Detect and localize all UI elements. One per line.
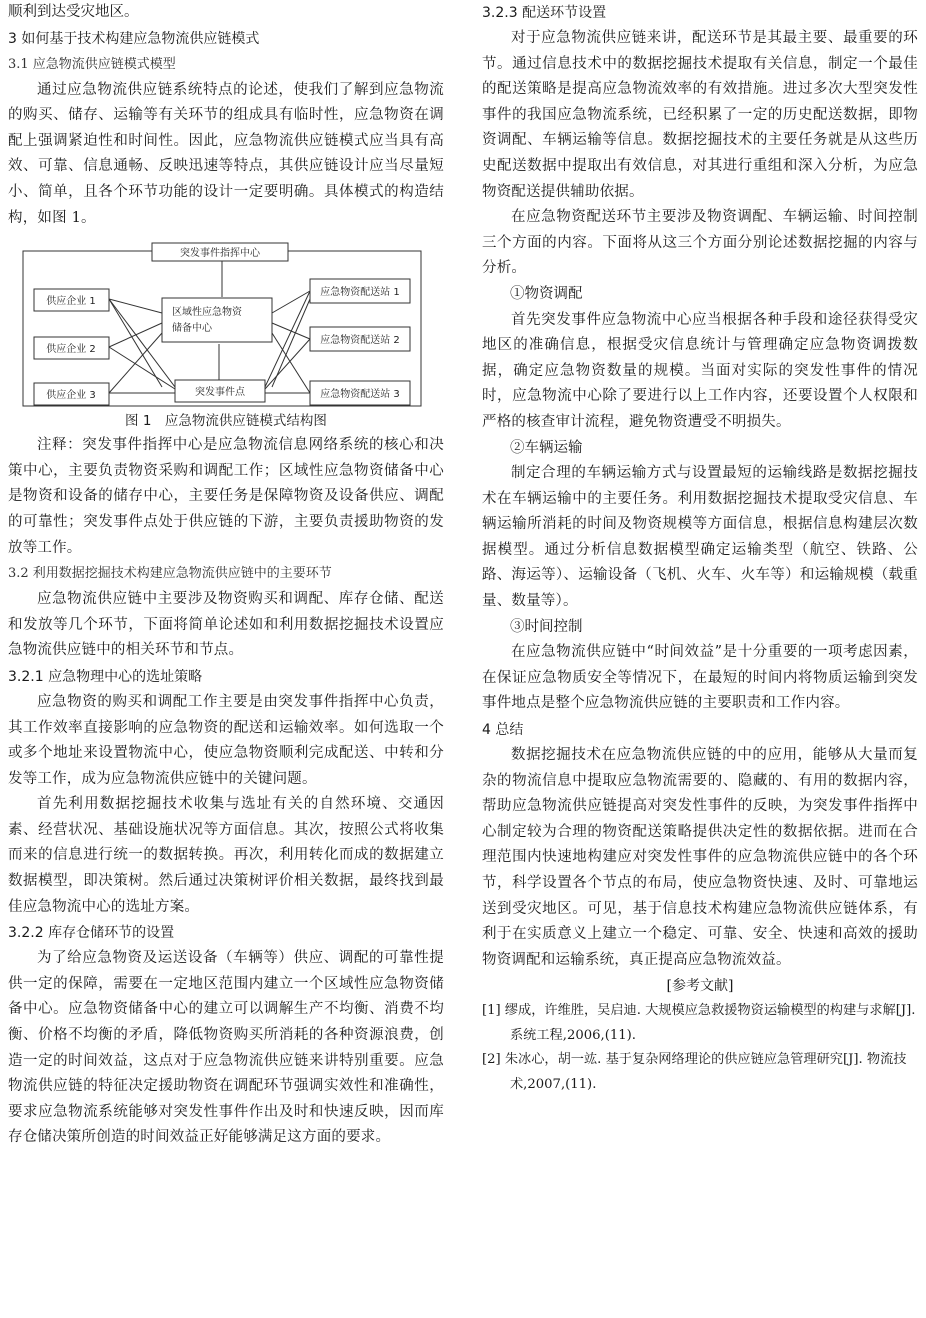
subsection-heading-3-2-1: 3.2.1 应急物理中心的选址策略	[8, 668, 203, 685]
station-1-label: 应急物资配送站 1	[320, 287, 400, 299]
reference-2: [2] 朱冰心，胡一竑. 基于复杂网络理论的供应链应急管理研究[J]. 物流技术,2007,(11).	[482, 1052, 907, 1092]
continued-text: 顺利到达受灾地区。	[8, 4, 139, 20]
right-column	[482, 0, 918, 1097]
paragraph-3-1: 通过应急物流供应链系统特点的论述，使我们了解到应急物流的购买、储存、运输等有关环节的组成具有临时性，应急物资在调配上强调紧迫性和时间性。因此，应急物流供应链模式应当具有高效、可靠、信息通畅、反映迅速等特点，其供应链设计应当尽量短小、简单，且各个环节功能的设计一定要明确。具体模式的构造结构，如图 1。	[8, 81, 444, 226]
paragraph-material-allocation: 首先突发事件应急物流中心应当根据各种手段和途径获得受灾地区的准确信息，根据受灾信息统计与管理确定应急物资调拨数据，确定应急物资数量的规模。当面对实际的突发性事件的情况时，应急物流中心除了要进行以上工作内容，还要设置个人权限和严格的核查审计流程，避免物资遭受不明损失。	[482, 311, 918, 430]
figure-caption: 图 1 应急物流供应链模式结构图	[125, 413, 327, 430]
paragraph-3-2-1-a: 应急物资的购买和调配工作主要是由突发事件指挥中心负责，其工作效率直接影响的应急物资的配送和运输效率。如何选取一个或多个地址来设置物流中心，使应急物资顺利完成配送、中转和分发等工作，成为应急物流供应链中的关键问题。	[8, 693, 444, 787]
figure-note: 注释：突发事件指挥中心是应急物流信息网络系统的核心和决策中心，主要负责物资采购和调配工作；区域性应急物资储备中心是物资和设备的储存中心，主要任务是保障物资及设备供应、调配的可靠性；突发事件点处于供应链的下游，主要负责援助物资的发放等工作。	[8, 437, 444, 556]
supplier-1-label: 供应企业 1	[46, 296, 96, 308]
station-2-label: 应急物资配送站 2	[320, 335, 400, 347]
item-heading-vehicle-transport: ②车辆运输	[510, 439, 583, 456]
subsection-heading-3-2-3: 3.2.3 配送环节设置	[482, 5, 607, 21]
paragraph-3-2-2: 为了给应急物资及运送设备（车辆等）供应、调配的可靠性提供一定的保障，需要在一定地区范围内建立一个区域性应急物资储备中心。应急物资储备中心的建立可以调解生产不均衡、消费不均衡、价格不均衡的矛盾，降低物资购买所消耗的各种资源浪费，创造一定的时间效益，这点对于应急物流供应链来讲特别重要。应急物流供应链的特征决定援助物资在调配环节强调实效性和准确性，要求应急物流系统能够对突发性事件作出及时和快速反映，因而库存仓储决策所创造的时间效益正好能够满足这方面的要求。	[8, 950, 444, 1146]
section-heading-4: 4 总结	[482, 722, 524, 739]
reserve-center-label-1: 区域性应急物资	[172, 307, 242, 319]
paragraph-time-control: 在应急物流供应链中“时间效益”是十分重要的一项考虑因素，在保证应急物质安全等情况下，在最短的时间内将物质运输到突发事件地点是整个应急物流供应链的主要职责和工作内容。	[482, 644, 918, 712]
item-heading-material-allocation: ①物资调配	[510, 285, 583, 302]
paragraph-3-2: 应急物流供应链中主要涉及物资购买和调配、库存仓储、配送和发放等几个环节，下面将简单论述如和利用数据挖掘技术设置应急物流供应链中的相关环节和节点。	[8, 591, 444, 659]
reserve-center-box	[162, 298, 272, 342]
paragraph-3-2-3-b: 在应急物资配送环节主要涉及物资调配、车辆运输、时间控制三个方面的内容。下面将从这三个方面分别论述数据挖掘的内容与分析。	[482, 209, 918, 277]
references-title: [参考文献]	[666, 978, 734, 995]
paragraph-4: 数据挖掘技术在应急物流供应链的中的应用，能够从大量而复杂的物流信息中提取应急物流需要的、隐藏的、有用的数据内容，帮助应急物流供应链提高对突发性事件的反映，为突发事件指挥中心制定较为合理的物资配送策略提供决定性的数据依据。进而在合理范围内快速地构建应对突发性事件的应急物流供应链中的各个环节，科学设置各个节点的布局，使应急物资快速、及时、可靠地运送到受灾地区。可见，基于信息技术构建应急物流供应链体系，有利于在实质意义上建立一个稳定、可靠、安全、快速和高效的援助物资调配和运输系统，真正提高应急物流效益。	[482, 747, 918, 968]
subsection-heading-3-2-2: 3.2.2 库存仓储环节的设置	[8, 925, 175, 942]
subsection-heading-3-2: 3.2 利用数据挖掘技术构建应急物流供应链中的主要环节	[8, 566, 332, 582]
figure-1	[22, 241, 422, 407]
paragraph-3-2-1-b: 首先利用数据挖掘技术收集与选址有关的自然环境、交通因素、经营状况、基础设施状况等方面信息。其次，按照公式将收集而来的信息进行统一的数据转换。再次，利用转化而成的数据建立数据模型，即决策树。然后通过决策树评价相关数据，最终找到最佳应急物流中心的选址方案。	[8, 796, 444, 915]
subsection-heading-3-1: 3.1 应急物流供应链模式模型	[8, 56, 176, 72]
left-column	[8, 0, 444, 1151]
paragraph-vehicle-transport: 制定合理的车辆运输方式与设置最短的运输线路是数据挖掘技术在车辆运输中的主要任务。利用数据挖掘技术提取受灾信息、车辆运输所消耗的时间及物资规模等方面信息，根据信息构建层次数据模型。通过分析信息数据模型确定运输类型（航空、铁路、公路、海运等）、运输设备（飞机、火车、火车等）和运输规模（载重量、数量等）。	[482, 465, 918, 610]
item-heading-time-control: ③时间控制	[510, 618, 583, 635]
supplier-2-label: 供应企业 2	[46, 344, 96, 356]
reference-1: [1] 缪成，许维胜，吴启迪. 大规模应急救援物资运输模型的构建与求解[J]. 系统工程,2006,(11).	[482, 1003, 916, 1043]
paragraph-3-2-3-a: 对于应急物流供应链来讲，配送环节是其最主要、最重要的环节。通过信息技术中的数据挖掘技术提取有关信息，制定一个最佳的配送策略是提高应急物流效率的有效措施。进过多次大型突发性事件的我国应急物流系统，已经积累了一定的历史配送数据，即物资调配、车辆运输等信息。数据挖掘技术的主要任务就是从这些历史配送数据中提取出有效信息，对其进行重组和深入分析，为应急物资配送提供辅助依据。	[482, 30, 918, 200]
station-3-label: 应急物资配送站 3	[320, 389, 400, 401]
command-center-label: 突发事件指挥中心	[180, 248, 260, 260]
reserve-center-label-2: 储备中心	[172, 323, 212, 335]
supplier-3-label: 供应企业 3	[46, 390, 96, 402]
event-point-label: 突发事件点	[195, 387, 245, 399]
section-heading-3: 3 如何基于技术构建应急物流供应链模式	[8, 30, 260, 47]
supply-chain-diagram	[22, 241, 422, 407]
